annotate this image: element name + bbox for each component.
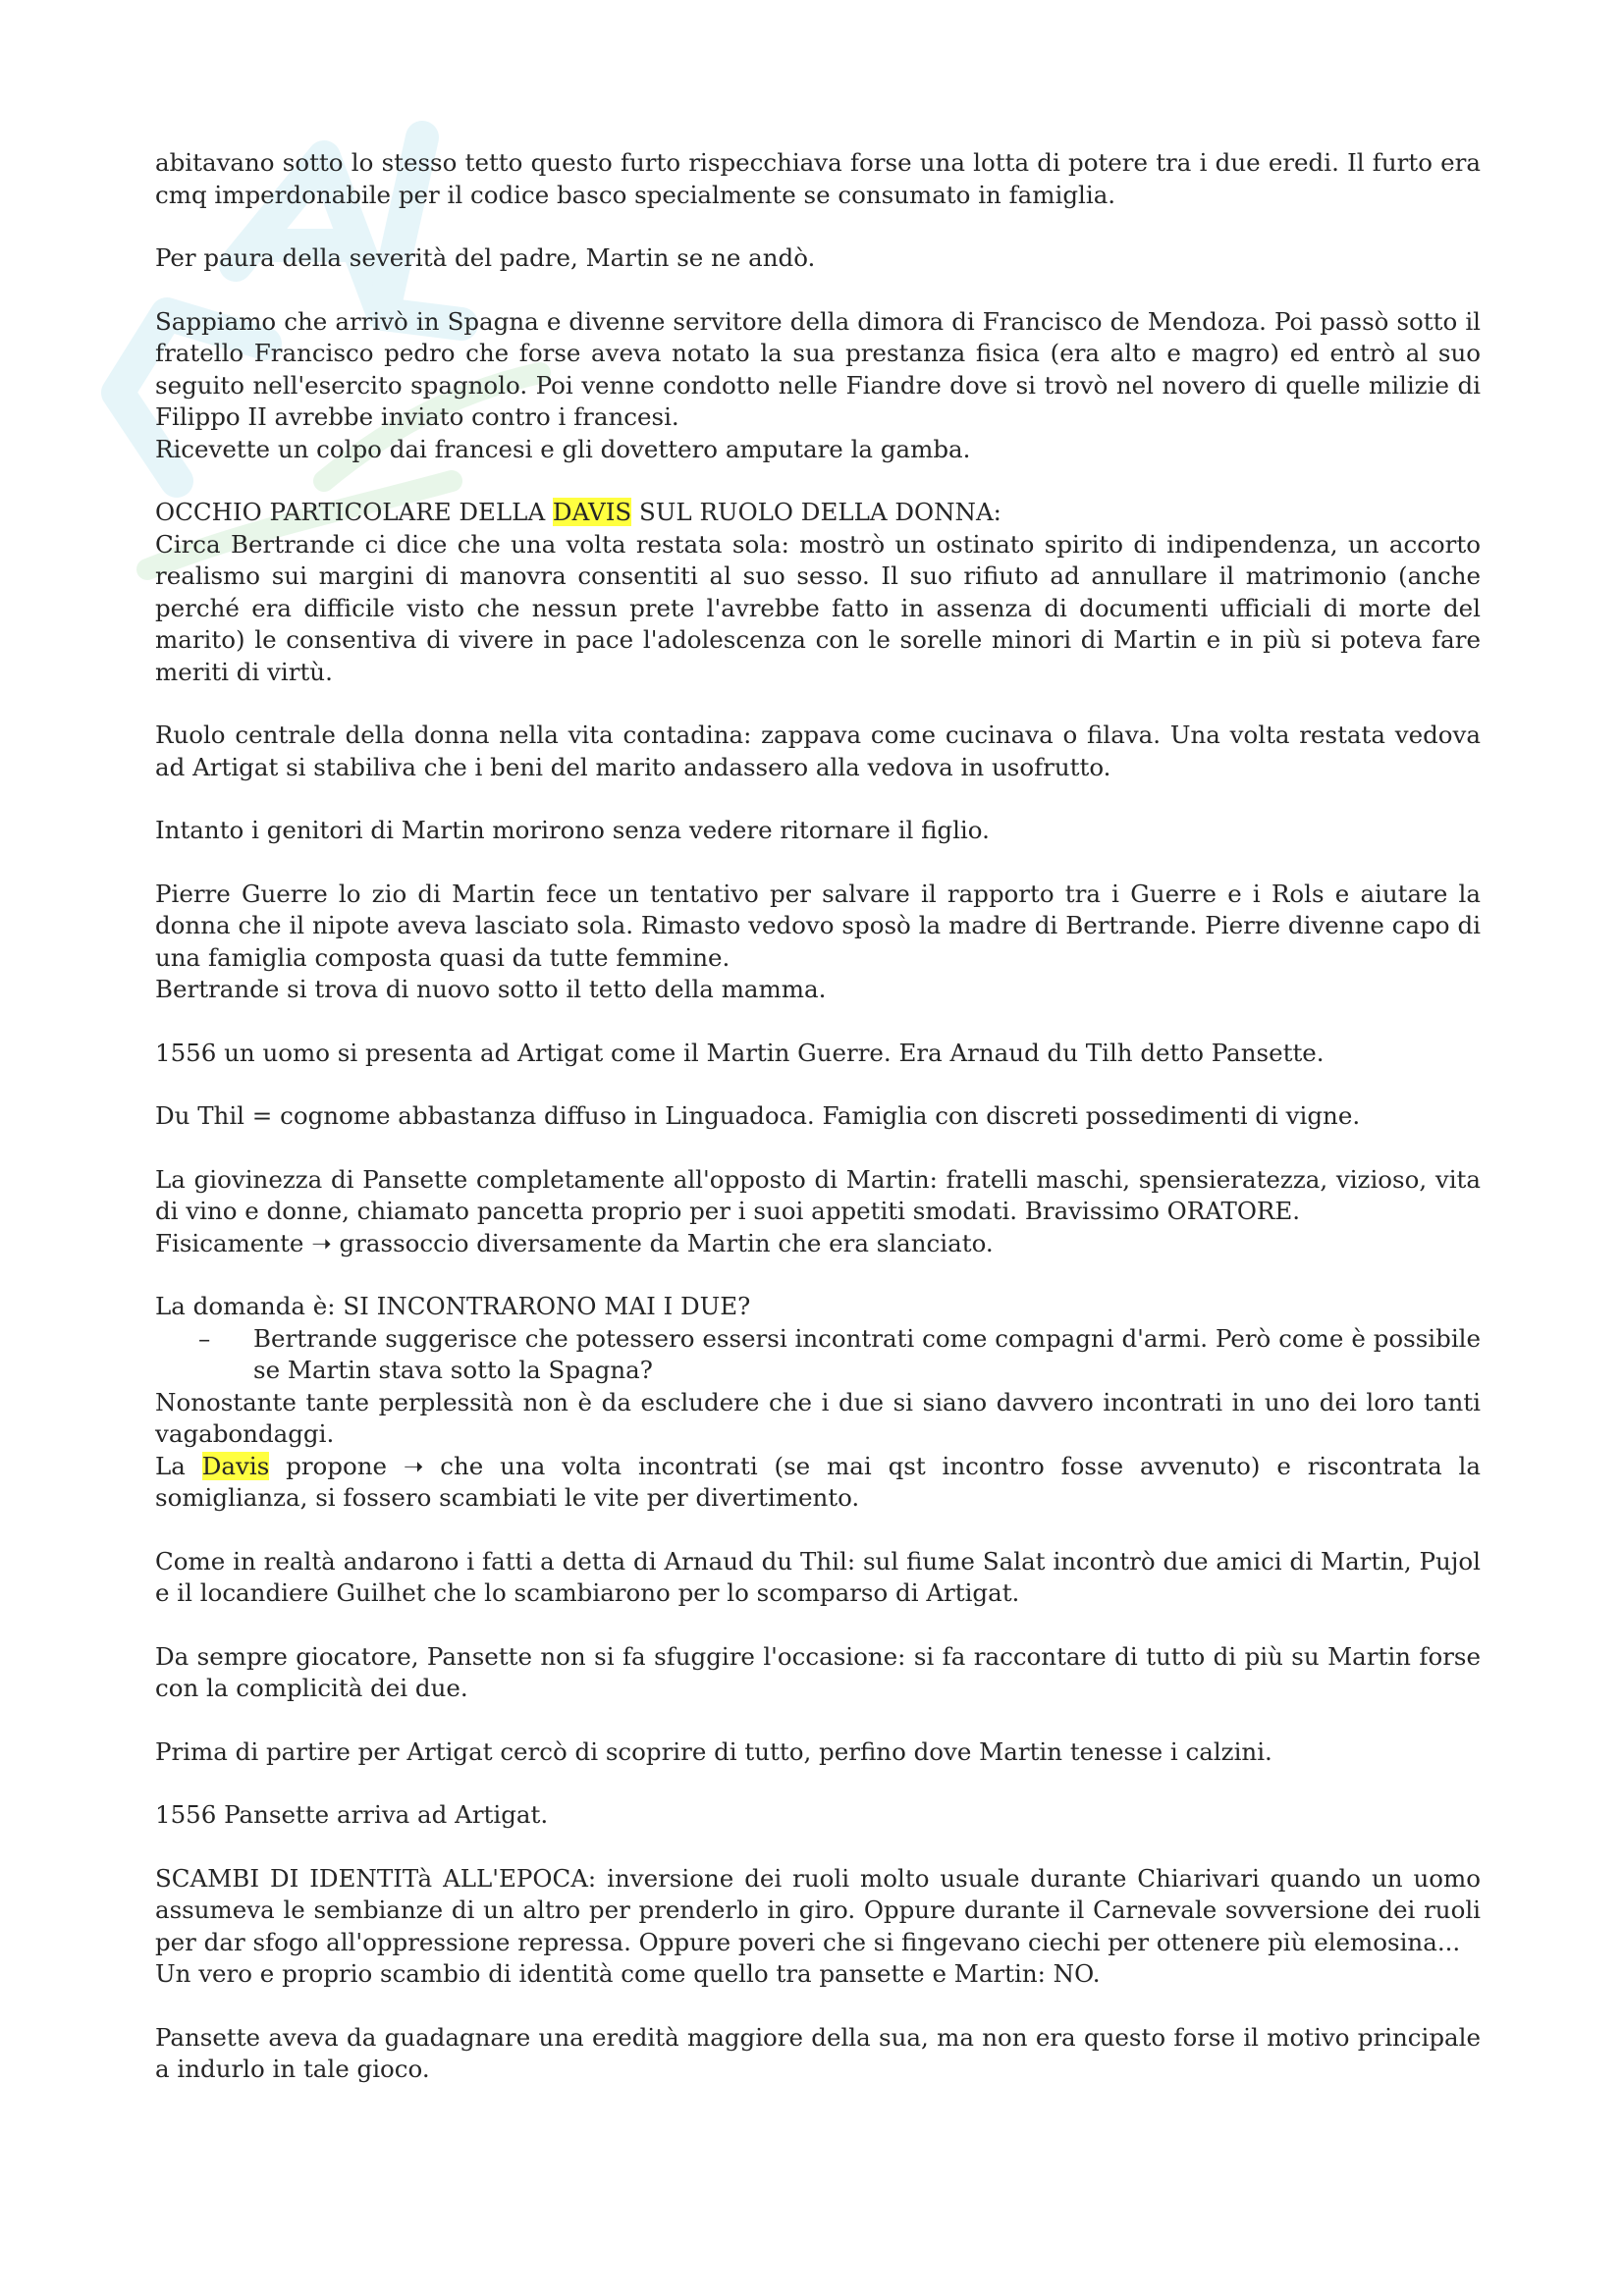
bullet-list (155, 1323, 1481, 1387)
section-heading: La domanda è: SI INCONTRARONO MAI I DUE? (155, 1292, 751, 1320)
paragraph-text: SCAMBI DI IDENTITà ALL'EPOCA: inversione dei ruoli molto usuale durante Chiarivari quando un uomo assumeva le sembianze di un altro per prenderlo in giro. Oppure durante il Carnevale sovversione dei ruoli per dar sfogo all'oppressione repressa. Oppure poveri che si fingevano ciechi per ottenere più elemosina... (155, 1863, 1481, 1956)
section-heading (155, 497, 1481, 529)
highlighted-text: Davis (201, 1451, 270, 1480)
paragraph: Du Thil = cognome abbastanza diffuso in Linguadoca. Famiglia con discreti possedimenti di vigne. (155, 1101, 1361, 1130)
paragraph-text: Circa Bertrande ci dice che una volta restata sola: mostrò un ostinato spirito di indipendenza, un accorto realismo sui margini di manovra consentiti al suo sesso. Il suo rifiuto ad annullare il matrimonio (anche perché era difficile visto che nessun prete l'avrebbe fatto in assenza di documenti ufficiali di morte del marito) le consentiva di vivere in pace l'adolescenza con le sorelle minori di Martin e in più si poteva fare meriti di virtù. (155, 529, 1481, 686)
paragraph: Da sempre giocatore, Pansette non si fa sfuggire l'occasione: si fa raccontare di tutto di più su Martin forse con la complicità dei due. (155, 1641, 1481, 1702)
paragraph-text: Fisicamente ➝ grassoccio diversamente da Martin che era slanciato. (155, 1228, 994, 1257)
paragraph-text: La giovinezza di Pansette completamente all'opposto di Martin: fratelli maschi, spensieratezza, vizioso, vita di vino e donne, chiamato pancetta proprio per i suoi appetiti smodati. Bravissimo ORATORE. (155, 1164, 1481, 1225)
paragraph-text: Ricevette un colpo dai francesi e gli dovettero amputare la gamba. (155, 434, 971, 463)
inline-text: La (155, 1451, 202, 1480)
paragraph-text: Pierre Guerre lo zio di Martin fece un tentativo per salvare il rapporto tra i Guerre e i Rols e aiutare la donna che il nipote aveva lasciato sola. Rimasto vedovo sposò la madre di Bertrande. Pierre divenne capo di una famiglia composta quasi da tutte femmine. (155, 879, 1481, 972)
paragraph-text: Sappiamo che arrivò in Spagna e divenne servitore della dimora di Francisco de Mendoza. Poi passò sotto il fratello Francisco pedro che forse aveva notato la sua prestanza fisica (era alto e magro) ed entrò al suo seguito nell'esercito spagnolo. Poi venne condotto nelle Fiandre dove si trovò nel novero di quelle milizie di Filippo II avrebbe inviato contro i francesi. (155, 306, 1481, 431)
highlighted-text: DAVIS (552, 498, 632, 526)
document-page (155, 147, 1481, 2117)
inline-text: propone ➝ che una volta incontrati (se mai qst incontro fosse avvenuto) e riscontrata la somiglianza, si fossero scambiati le vite per divertimento. (155, 1451, 1481, 1512)
paragraph (155, 306, 1481, 466)
paragraph-text: Nonostante tante perplessità non è da escludere che i due si siano davvero incontrati in uno dei loro tanti vagabondaggi. (155, 1387, 1481, 1448)
paragraph (155, 1164, 1481, 1260)
list-item: – Bertrande suggerisce che potessero essersi incontrati come compagni d'armi. Però come è possibile se Martin stava sotto la Spagna? (253, 1323, 1481, 1387)
paragraph: 1556 Pansette arriva ad Artigat. (155, 1800, 549, 1829)
paragraph-text: Bertrande si trova di nuovo sotto il tetto della mamma. (155, 975, 827, 1003)
paragraph (155, 497, 1481, 688)
paragraph-text: Un vero e proprio scambio di identità come quello tra pansette e Martin: NO. (155, 1959, 1101, 1988)
paragraph: 1556 un uomo si presenta ad Artigat come il Martin Guerre. Era Arnaud du Tilh detto Pansette. (155, 1038, 1325, 1067)
paragraph: Per paura della severità del padre, Martin se ne andò. (155, 243, 816, 272)
paragraph (155, 1863, 1481, 1991)
paragraph: Pansette aveva da guadagnare una eredità maggiore della sua, ma non era questo forse il motivo principale a indurlo in tale gioco. (155, 2022, 1481, 2083)
paragraph: abitavano sotto lo stesso tetto questo furto rispecchiava forse una lotta di potere tra i due eredi. Il furto era cmq imperdonabile per il codice basco specialmente se consumato in famiglia. (155, 148, 1481, 209)
question-section (155, 1291, 1481, 1515)
paragraph: Prima di partire per Artigat cercò di scoprire di tutto, perfino dove Martin tenesse i calzini. (155, 1736, 1272, 1766)
paragraph (155, 879, 1481, 1006)
heading-text: OCCHIO PARTICOLARE DELLA (155, 498, 553, 526)
paragraph: Intanto i genitori di Martin morirono senza vedere ritornare il figlio. (155, 816, 990, 844)
paragraph-text (155, 1451, 1481, 1515)
heading-text: SUL RUOLO DELLA DONNA: (631, 498, 1001, 526)
paragraph: Ruolo centrale della donna nella vita contadina: zappava come cucinava o filava. Una volta restata vedova ad Artigat si stabiliva che i beni del marito andassero alla vedova in usofrutto. (155, 721, 1481, 781)
paragraph: Come in realtà andarono i fatti a detta di Arnaud du Thil: sul fiume Salat incontrò due amici di Martin, Pujol e il locandiere Guilhet che lo scambiarono per lo scomparso di Artigat. (155, 1546, 1481, 1607)
